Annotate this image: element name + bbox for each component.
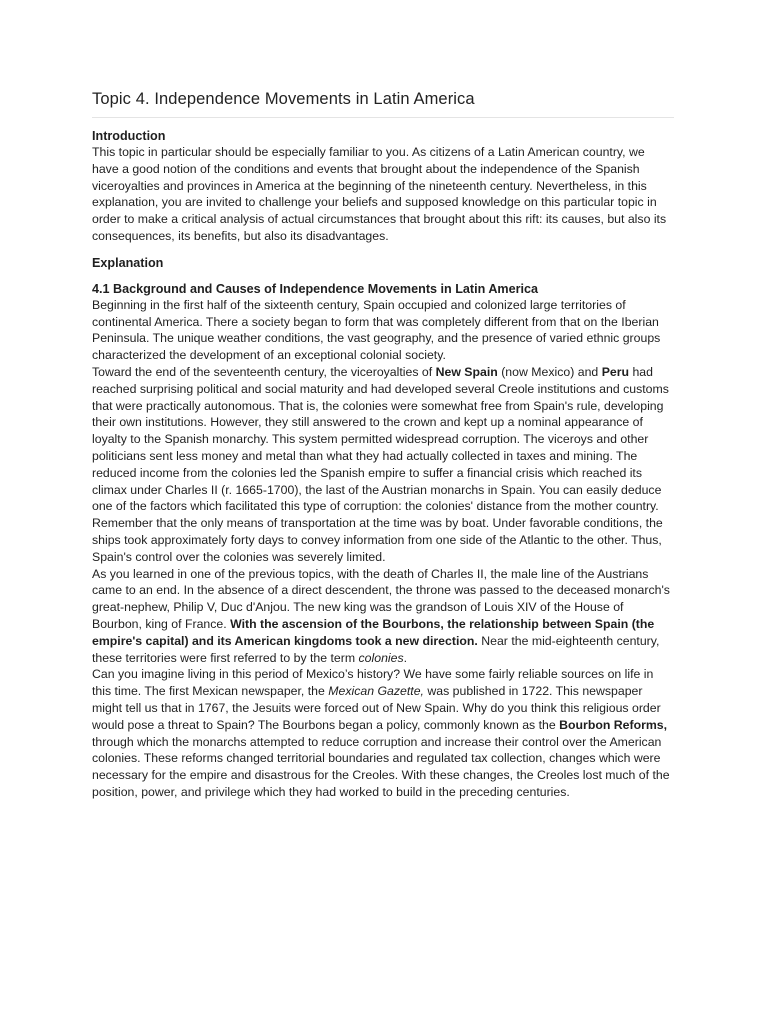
paragraph-3-text-c: Near the mid-eighteenth century, these territories were first referred to by the term <box>92 633 660 665</box>
bold-peru: Peru <box>601 364 630 379</box>
paragraph-4-text-a: Can you imagine living in this period of Mexico’s history? We have some fairly reliable sources on life in this time. The first Mexican newspaper, the <box>92 667 654 699</box>
bold-bourbon-reforms: Bourbon Reforms, <box>559 717 668 732</box>
bold-new-spain: New Spain <box>435 364 498 379</box>
italic-colonies: colonies <box>358 650 404 665</box>
section-heading-4-1: 4.1 Background and Causes of Independence Movements in Latin America <box>92 281 539 296</box>
paragraph-2 <box>92 364 674 566</box>
paragraph-3-text-a: As you learned in one of the previous topics, with the death of Charles II, the male line of the Austrians came to an end. In the absence of a direct descendent, the throne was passed to the deceased monarch's great-nephew, Philip V, Duc d'Anjou. The new king was the grandson of Louis XIV of the House of Bourbon, king of France. <box>92 566 670 631</box>
explanation-heading: Explanation <box>92 255 164 270</box>
italic-mexican-gazette: Mexican Gazette, <box>328 684 424 699</box>
paragraph-3 <box>92 566 674 667</box>
introduction-heading: Introduction <box>92 129 166 143</box>
paragraph-2-text-d: had reached surprising political and social maturity and had developed several Creole institutions and customs that were practically autonomous. That is, the colonies were somewhat free from Spain's rule, developing their own institutions. However, they still answered to the crown and kept up a nominal appearance of loyalty to the Spanish monarchy. This system permitted widespread corruption. The viceroys and other politicians sent less money and metal than what they had actually collected in taxes and mining. The reduced income from the colonies led the Spanish empire to suffer a financial crisis which reached its climax under Charles II (r. 1665-1700), the last of the Austrian monarchs in Spain. You can easily deduce one of the factors which facilitated this type of corruption: the colonies' distance from the mother country. Remember that the only means of transportation at the time was by boat. Under favorable conditions, the ships took approximately forty days to convey information from one side of the Atlantic to the other. Thus, Spain's control over the colonies was severely limited. <box>92 364 669 564</box>
paragraph-2-text-a: Toward the end of the seventeenth century, the viceroyalties of <box>92 364 436 379</box>
document-title: Topic 4. Independence Movements in Latin America <box>92 88 674 118</box>
document-page <box>92 88 674 801</box>
paragraph-1: Beginning in the first half of the sixteenth century, Spain occupied and colonized large territories of continental America. There a society began to form that was completely different from that on the Iberian Peninsula. The unique weather conditions, the vast geography, and the presence of varied ethnic groups characterized the development of an exceptional colonial society. <box>92 297 661 363</box>
paragraph-3-bold: With the ascension of the Bourbons, the relationship between Spain (the empire's capital) and its American kingdoms took a new direction. <box>92 616 655 648</box>
paragraph-4-text-c: through which the monarchs attempted to reduce corruption and increase their control over the American colonies. These reforms changed territorial boundaries and regulated tax collection, changes which were necessary for the empire and disastrous for the Creoles. With these changes, the Creoles lost much of the position, power, and privilege which they had worked to build in the preceding centuries. <box>92 734 670 799</box>
paragraph-2-text-c: (now Mexico) and <box>497 364 602 379</box>
paragraph-4 <box>92 666 674 800</box>
introduction-paragraph: This topic in particular should be especially familiar to you. As citizens of a Latin American country, we have a good notion of the conditions and events that brought about the independence of the Spanish viceroyalties and provinces in America at the beginning of the nineteenth century. Nevertheless, in this explanation, you are invited to challenge your beliefs and supposed knowledge on this particular topic in order to make a critical analysis of actual circumstances that brought about this rift: its causes, but also its consequences, its benefits, but also its disadvantages. <box>92 145 667 243</box>
paragraph-3-text-d: . <box>403 650 408 665</box>
paragraph-4-text-b: was published in 1722. This newspaper might tell us that in 1767, the Jesuits were forced out of New Spain. Why do you think this religious order would pose a threat to Spain? The Bourbons began a policy, commonly known as the <box>92 684 661 732</box>
